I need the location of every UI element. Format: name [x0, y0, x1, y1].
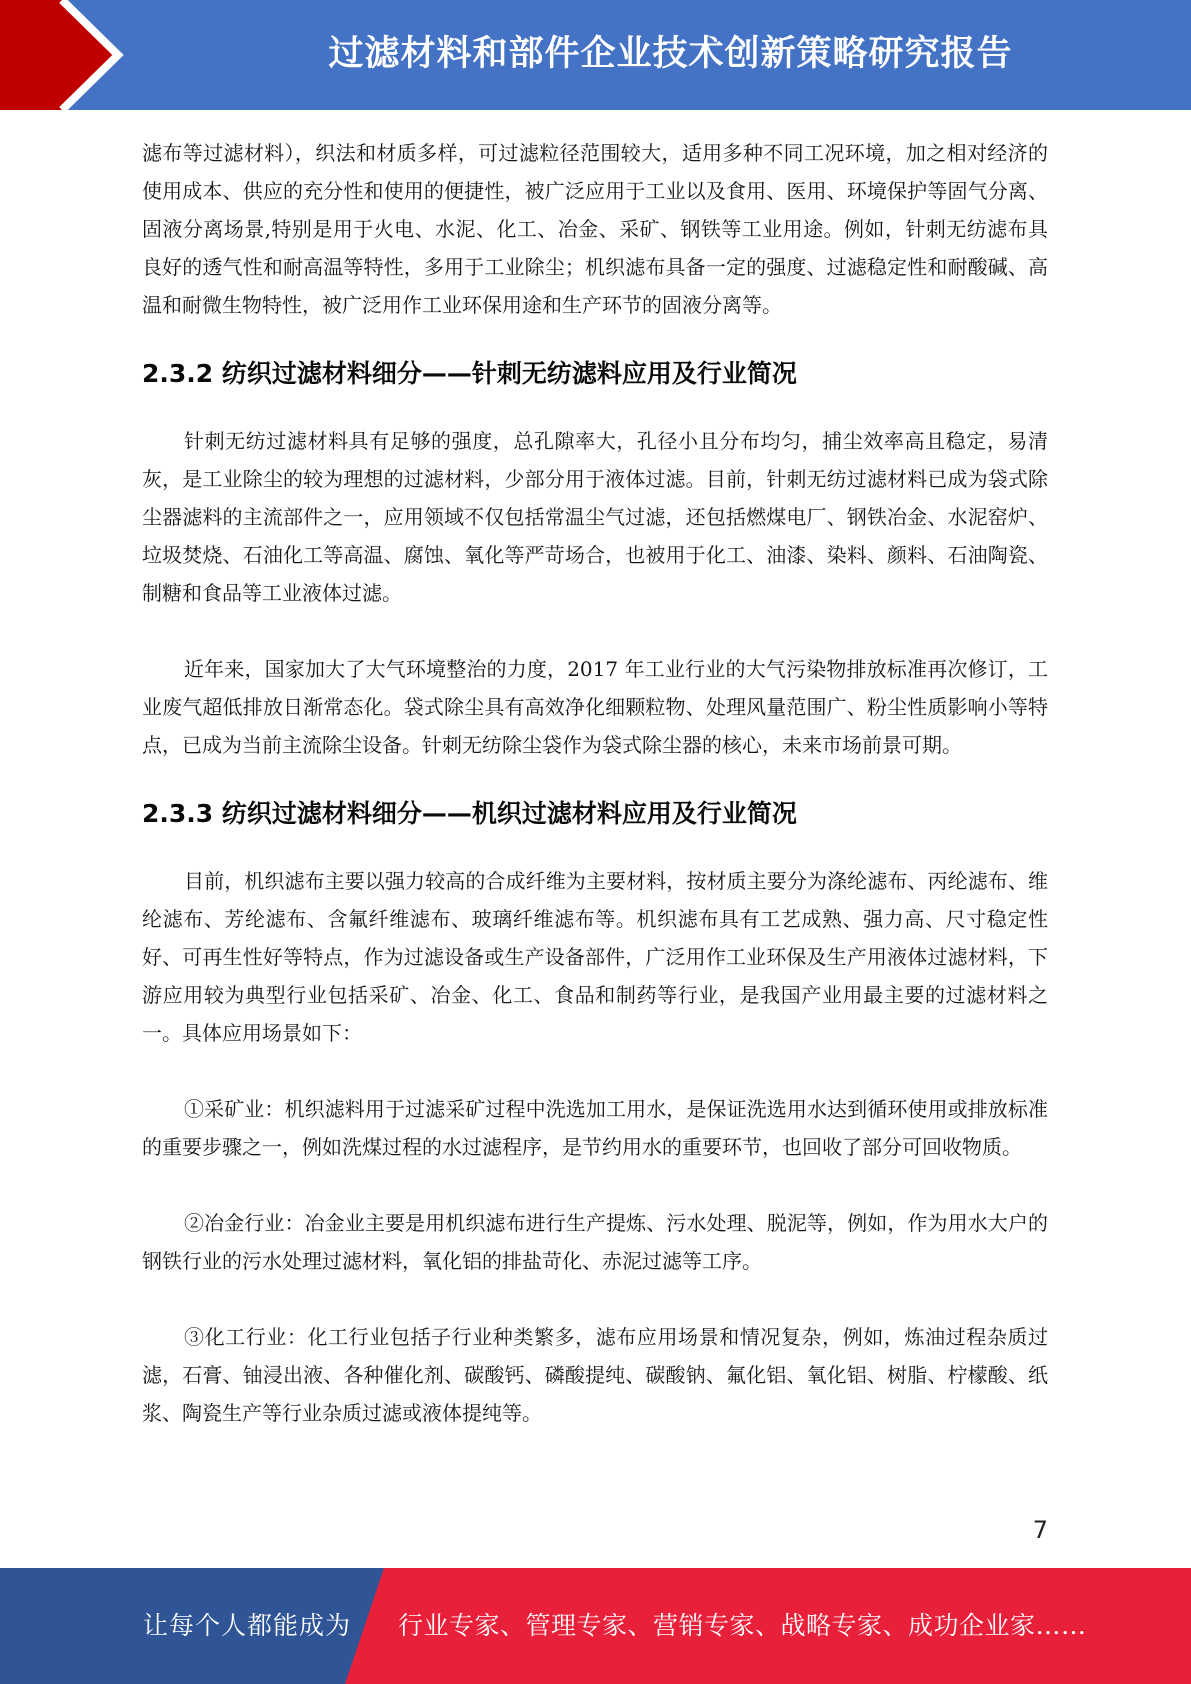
- footer-slogan-right: 行业专家、管理专家、营销专家、战略专家、成功企业家……: [398, 1611, 1087, 1640]
- paragraph-chemical: ③化工行业：化工行业包括子行业种类繁多，滤布应用场景和情况复杂，例如，炼油过程杂质过滤，石膏、铀浸出液、各种催化剂、碳酸钙、磷酸提纯、碳酸钠、氟化铝、氧化铝、树脂、柠檬酸、纸浆、陶瓷生产等行业杂质过滤或液体提纯等。: [142, 1325, 1048, 1425]
- paragraph-needle-punched-1: 针刺无纺过滤材料具有足够的强度，总孔隙率大，孔径小且分布均匀，捕尘效率高且稳定，易清灰，是工业除尘的较为理想的过滤材料，少部分用于液体过滤。目前，针刺无纺过滤材料已成为袋式除尘器滤料的主流部件之一，应用领域不仅包括常温尘气过滤，还包括燃煤电厂、钢铁冶金、水泥窑炉、垃圾焚烧、石油化工等高温、腐蚀、氧化等严苛场合，也被用于化工、油漆、染料、颜料、石油陶瓷、制糖和食品等工业液体过滤。: [142, 429, 1048, 605]
- page-number: 7: [1032, 1516, 1048, 1544]
- intro-paragraph: 滤布等过滤材料），织法和材质多样，可过滤粒径范围较大，适用多种不同工况环境，加之相对经济的使用成本、供应的充分性和使用的便捷性，被广泛应用于工业以及食用、医用、环境保护等固气分离、固液分离场景,特别是用于火电、水泥、化工、冶金、采矿、钢铁等工业用途。例如，针刺无纺滤布具良好的透气性和耐高温等特性，多用于工业除尘；机织滤布具备一定的强度、过滤稳定性和耐酸碱、高温和耐微生物特性，被广泛用作工业环保用途和生产环节的固液分离等。: [142, 141, 1048, 317]
- section-heading-2-3-3: 2.3.3 纺织过滤材料细分——机织过滤材料应用及行业简况: [142, 799, 797, 828]
- paragraph-woven-1: 目前，机织滤布主要以强力较高的合成纤维为主要材料，按材质主要分为涤纶滤布、丙纶滤布、维纶滤布、芳纶滤布、含氟纤维滤布、玻璃纤维滤布等。机织滤布具有工艺成熟、强力高、尺寸稳定性好、可再生性好等特点，作为过滤设备或生产设备部件，广泛用作工业环保及生产用液体过滤材料，下游应用较为典型行业包括采矿、冶金、化工、食品和制药等行业，是我国产业用最主要的过滤材料之一。具体应用场景如下：: [142, 869, 1048, 1045]
- paragraph-mining: ①采矿业：机织滤料用于过滤采矿过程中洗选加工用水，是保证洗选用水达到循环使用或排放标准的重要步骤之一，例如洗煤过程的水过滤程序，是节约用水的重要环节，也回收了部分可回收物质。: [142, 1097, 1048, 1159]
- document-body: [142, 134, 1048, 1432]
- page-footer: [0, 1568, 1191, 1684]
- paragraph-needle-punched-2: 近年来，国家加大了大气环境整治的力度，2017 年工业行业的大气污染物排放标准再次修订，工业废气超低排放日渐常态化。袋式除尘具有高效净化细颗粒物、处理风量范围广、粉尘性质影响小等特点，已成为当前主流除尘设备。针刺无纺除尘袋作为袋式除尘器的核心，未来市场前景可期。: [142, 657, 1048, 757]
- header-arrow-decoration: [0, 0, 150, 110]
- page-header: [0, 0, 1191, 110]
- footer-slogan-left: 让每个人都能成为: [143, 1611, 352, 1640]
- section-heading-2-3-2: 2.3.2 纺织过滤材料细分——针刺无纺滤料应用及行业简况: [142, 359, 797, 388]
- paragraph-metallurgy: ②冶金行业：冶金业主要是用机织滤布进行生产提炼、污水处理、脱泥等，例如，作为用水大户的钢铁行业的污水处理过滤材料，氧化铝的排盐苛化、赤泥过滤等工序。: [142, 1211, 1048, 1273]
- report-title: 过滤材料和部件企业技术创新策略研究报告: [328, 34, 1013, 74]
